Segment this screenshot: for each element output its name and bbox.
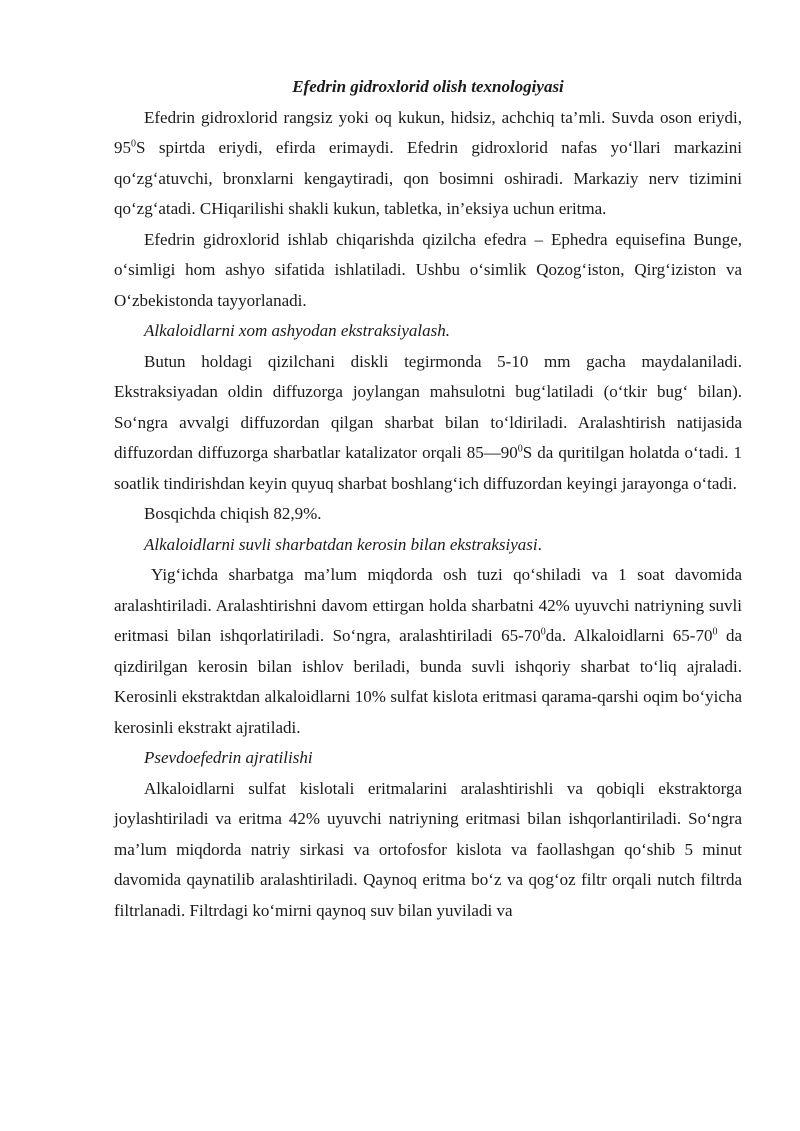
paragraph-kerosene-text-b: da. Alkaloidlarni 65-70 [545,626,713,645]
document-title: Efedrin gidroxlorid olish texnologiyasi [292,77,564,96]
paragraph-intro [114,103,742,225]
degree-superscript: 0 [131,138,136,150]
paragraph-yield: Bosqichda chiqish 82,9%. [144,504,322,523]
section-heading-kerosene-dot: . [537,534,542,554]
paragraph-extraction [114,347,742,500]
paragraph-intro-text-b: S spirtda eriydi, efirda erimaydi. Efedrin gidroxlorid nafas yo‘llari markazini qo‘zg‘atuvchi, bronxlarni kengaytiradi, qon bosimni oshiradi. Markaziy nerv tizimini qo‘zg‘atadi. CHiqarilishi shakli kukun, tabletka, in’eksiya uchun eritma. [114,138,742,218]
section-heading-kerosene [114,530,742,561]
paragraph-pseudoephedrine: Alkaloidlarni sulfat kislotali eritmalarini aralashtirishli va qobiqli ekstraktorga joylashtiriladi va eritma 42% uyuvchi natriyning eritmasi bilan ishqorlantiriladi. So‘ngra ma’lum miqdorda natriy sirkasi va ortofosfor kislota va faollashgan qo‘shib 5 minut davomida qaynatilib aralashtiriladi. Qaynoq eritma bo‘z va qog‘oz filtr orqali nutch filtrda filtrlanadi. Filtrdagi ko‘mirni qaynoq suv bilan yuviladi va [114,778,742,920]
paragraph-extraction-text-a: Butun holdagi qizilchani diskli tegirmonda 5-10 mm gacha maydalaniladi. Ekstraksiyadan oldin diffuzorga joylangan mahsulotni bug‘latiladi (o‘tkir bug‘ bilan). So‘ngra avvalgi diffuzordan qilgan sharbat bilan to‘ldiriladi. Aralashtirish natijasida diffuzordan diffuzorga sharbatlar katalizator orqali 85—90 [114,351,742,462]
paragraph-intro-text-a: Efedrin gidroxlorid rangsiz yoki oq kukun, hidsiz, achchiq ta’mli. Suvda oson eriydi, 95 [114,107,742,157]
paragraph-extraction-text-b: S da quritilgan holatda o‘tadi. 1 soatlik tindirishdan keyin quyuq sharbat boshlang‘ich diffuzordan keyingi jarayonga o‘tadi. [114,443,742,493]
degree-superscript: 0 [712,626,718,638]
document-page [114,72,742,926]
degree-superscript: 0 [517,443,523,455]
section-heading-pseudoephedrine: Psevdoefedrin ajratilishi [144,748,313,767]
degree-superscript: 0 [540,626,546,638]
section-heading-extraction: Alkaloidlarni xom ashyodan ekstraksiyalash. [144,321,450,340]
section-heading-kerosene-text: Alkaloidlarni suvli sharbatdan kerosin bilan ekstraksiyasi [144,534,538,554]
paragraph-kerosene [114,560,742,743]
paragraph-kerosene-text-c: da qizdirilgan kerosin bilan ishlov beriladi, bunda suvli ishqoriy sharbat to‘liq ajraladi. Kerosinli ekstraktdan alkaloidlarni 10% sulfat kislota eritmasi qarama-qarshi oqim bo‘yicha kerosinli ekstrakt ajratiladi. [114,626,742,737]
paragraph-kerosene-text-a: Yig‘ichda sharbatga ma’lum miqdorda osh tuzi qo‘shiladi va 1 soat davomida aralashtiriladi. Aralashtirishni davom ettirgan holda sharbatni 42% uyuvchi natriyning suvli eritmasi bilan ishqorlatiriladi. So‘ngra, aralashtiriladi 65-70 [114,565,742,645]
paragraph-raw-material: Efedrin gidroxlorid ishlab chiqarishda qizilcha efedra – Ephedra equisefina Bunge, o‘simligi hom ashyo sifatida ishlatiladi. Ushbu o‘simlik Qozog‘iston, Qirg‘iziston va O‘zbekistonda tayyorlanadi. [114,229,742,310]
